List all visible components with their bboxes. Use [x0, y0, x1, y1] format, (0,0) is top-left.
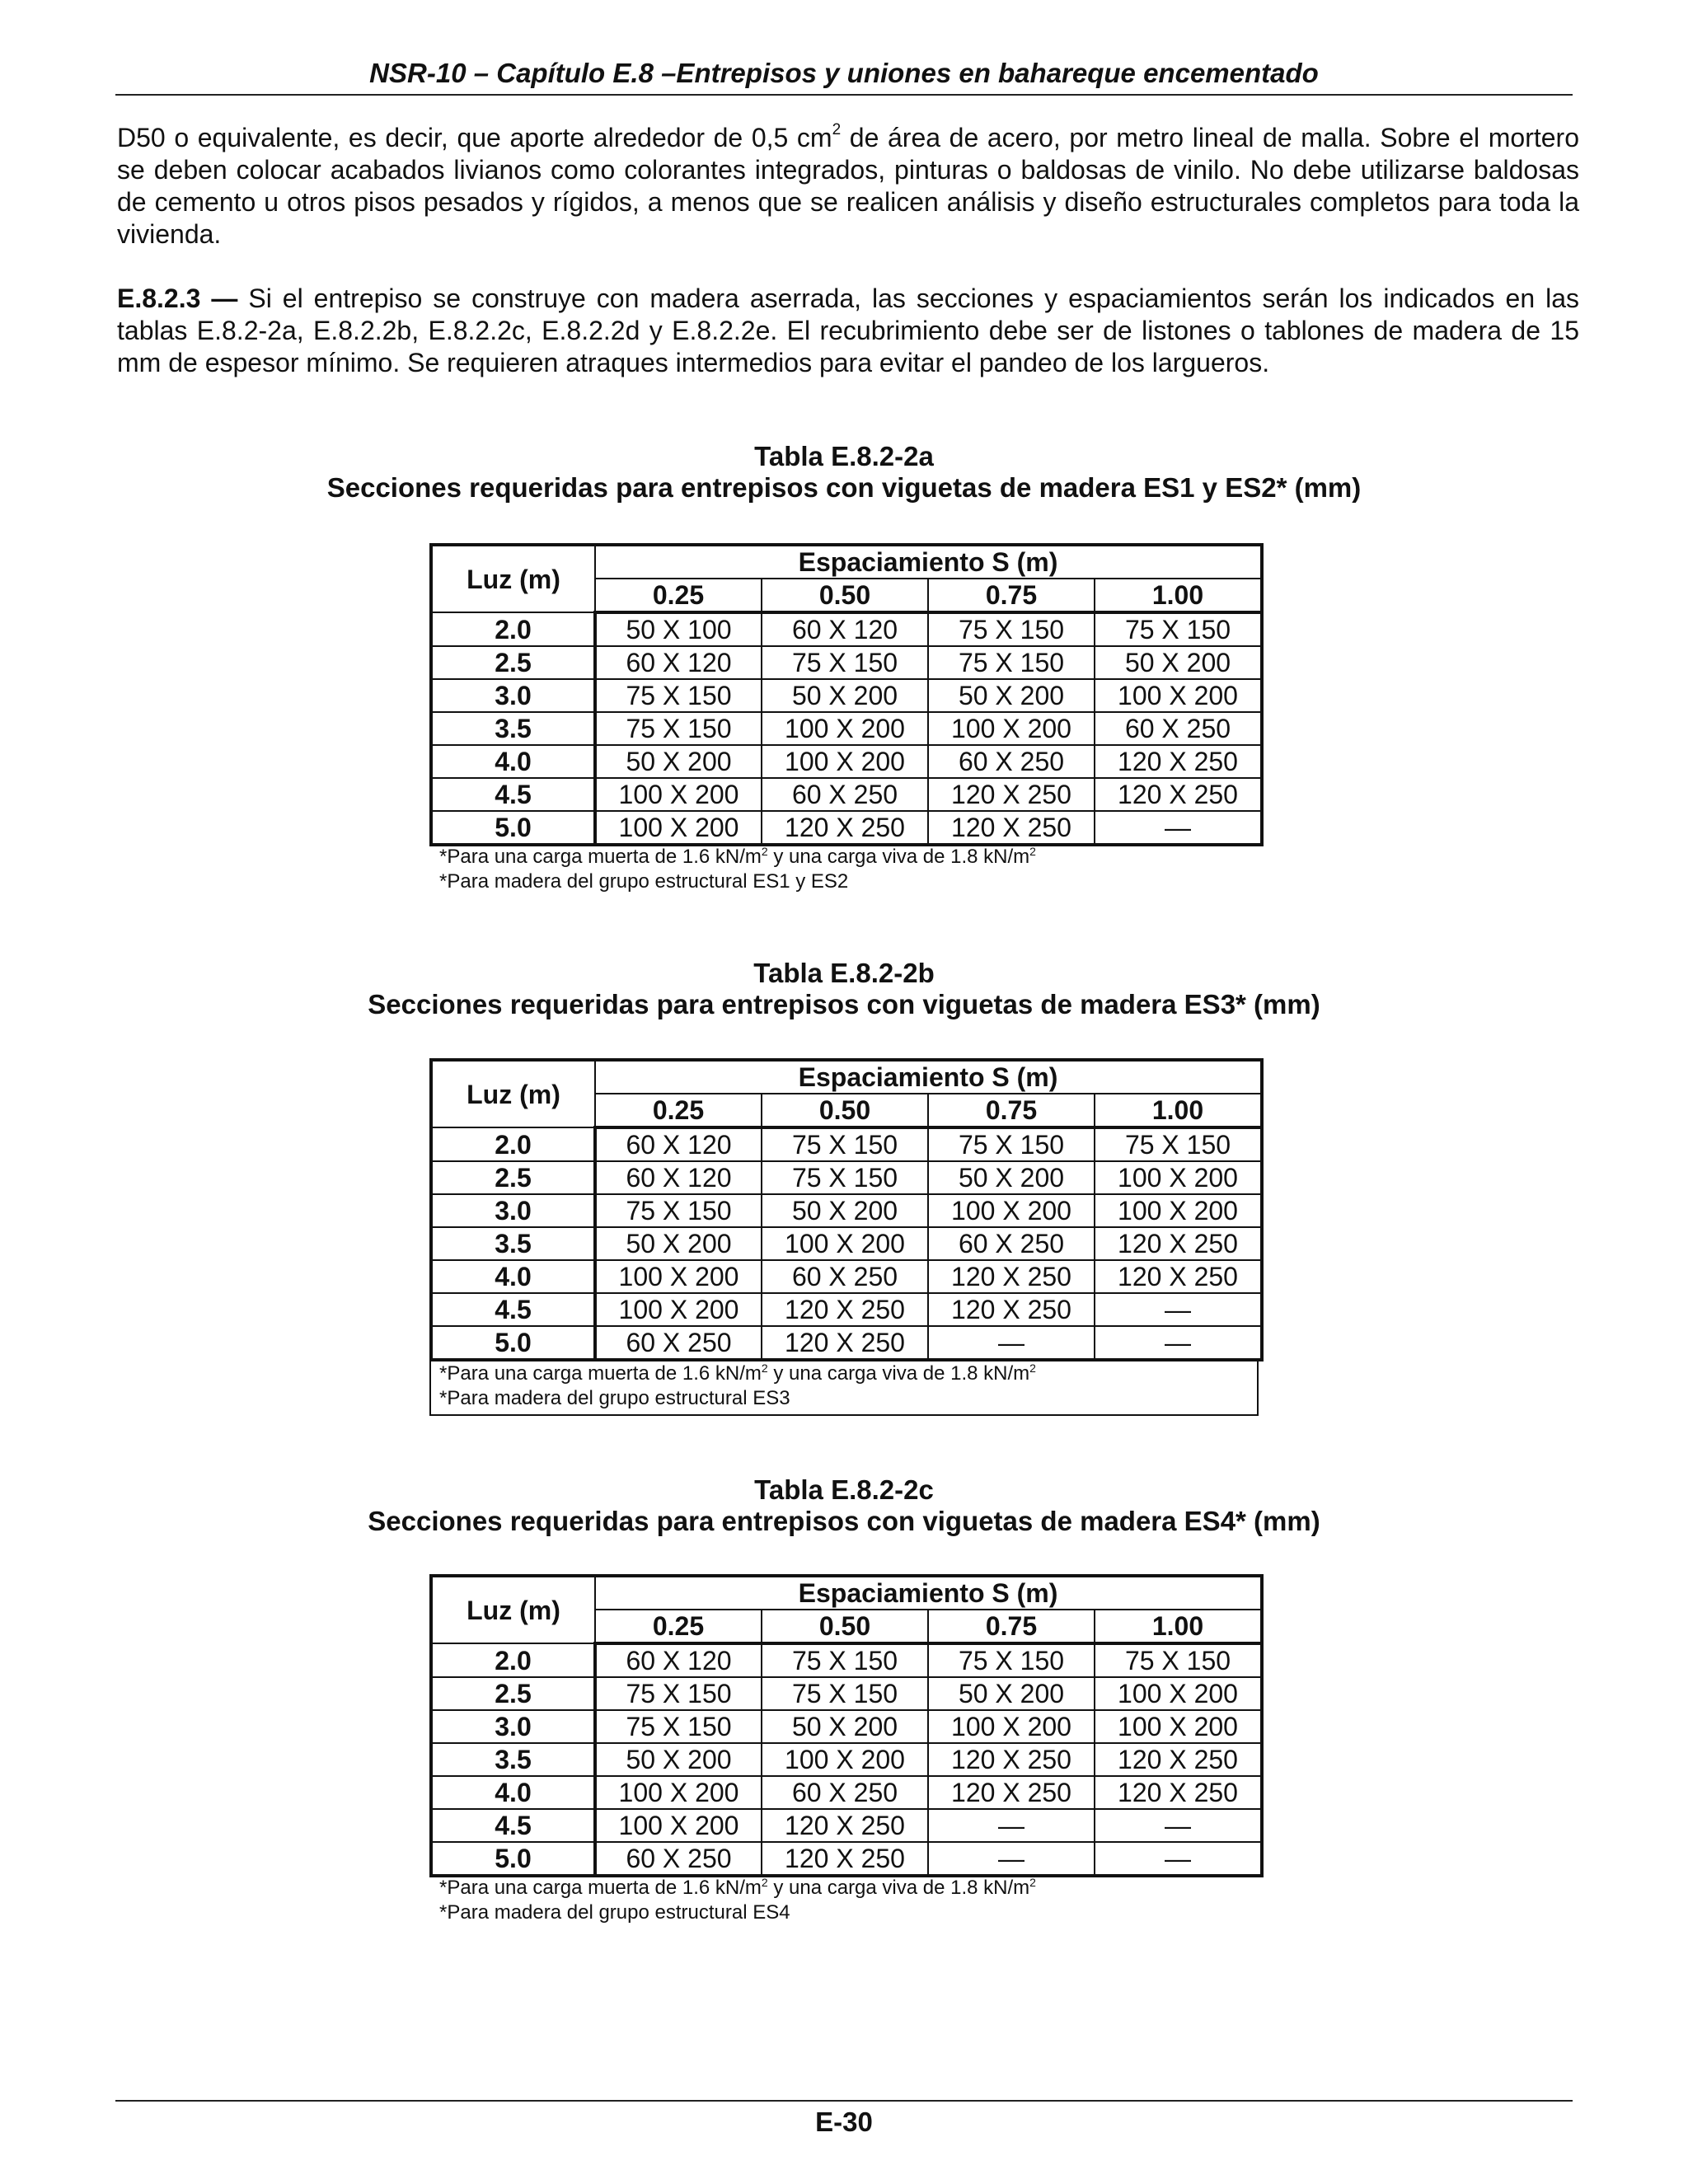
- section-cell: 50 X 200: [928, 679, 1095, 712]
- section-cell: 120 X 250: [1095, 1743, 1262, 1776]
- section-cell: 60 X 250: [928, 1227, 1095, 1260]
- section-cell: 100 X 200: [595, 1293, 762, 1326]
- spacing-value-header: 0.25: [595, 1094, 762, 1127]
- table-c: [429, 1574, 1264, 1877]
- table-b-notes: [439, 1361, 1036, 1411]
- paragraph-1: [117, 122, 1579, 251]
- table-b-title: Secciones requeridas para entrepisos con viguetas de madera ES3* (mm): [368, 989, 1320, 1019]
- load-note: [439, 1361, 1036, 1386]
- note-sup: 2: [1029, 1361, 1036, 1375]
- luz-cell: 3.0: [431, 1710, 595, 1743]
- section-cell: 120 X 250: [762, 1809, 928, 1842]
- table-row: [431, 612, 1262, 646]
- section-cell: 100 X 200: [1095, 1710, 1262, 1743]
- table-b: [429, 1058, 1264, 1361]
- luz-cell: 5.0: [431, 1326, 595, 1360]
- footer-rule: [115, 2100, 1573, 2102]
- section-cell: 75 X 150: [595, 679, 762, 712]
- paragraph-1-sup: 2: [832, 121, 842, 139]
- section-cell: 60 X 250: [762, 778, 928, 811]
- section-cell: 120 X 250: [762, 1326, 928, 1360]
- section-cell: 120 X 250: [928, 1776, 1095, 1809]
- note-sup: 2: [761, 1876, 768, 1889]
- paragraph-1-text-a: D50 o equivalente, es decir, que aporte alrededor de 0,5 cm: [117, 123, 832, 152]
- section-cell: 60 X 120: [595, 1127, 762, 1161]
- table-a: [429, 543, 1264, 846]
- luz-cell: 3.5: [431, 1227, 595, 1260]
- section-cell: 120 X 250: [928, 1293, 1095, 1326]
- section-cell: 50 X 200: [928, 1161, 1095, 1194]
- luz-cell: 5.0: [431, 811, 595, 845]
- table-c-caption: [0, 1474, 1688, 1537]
- table-a-id: Tabla E.8.2-2a: [754, 441, 934, 471]
- spacing-value-header: 1.00: [1095, 1094, 1262, 1127]
- section-cell: 120 X 250: [928, 811, 1095, 845]
- section-cell: 75 X 150: [762, 1643, 928, 1677]
- section-cell: —: [928, 1842, 1095, 1876]
- section-cell: 75 X 150: [928, 646, 1095, 679]
- section-cell: —: [1095, 811, 1262, 845]
- section-cell: —: [928, 1326, 1095, 1360]
- table-row: [431, 712, 1262, 745]
- table-c-title: Secciones requeridas para entrepisos con viguetas de madera ES4* (mm): [368, 1506, 1320, 1536]
- section-cell: 120 X 250: [1095, 1227, 1262, 1260]
- spacing-value-header: 0.25: [595, 579, 762, 612]
- spacing-value-header: 1.00: [1095, 579, 1262, 612]
- section-cell: —: [1095, 1326, 1262, 1360]
- section-cell: 60 X 120: [595, 646, 762, 679]
- note-sup: 2: [1029, 845, 1036, 858]
- section-cell: 120 X 250: [1095, 1260, 1262, 1293]
- section-cell: —: [1095, 1293, 1262, 1326]
- section-cell: 75 X 150: [928, 1643, 1095, 1677]
- section-cell: 60 X 120: [595, 1643, 762, 1677]
- table-row: [431, 679, 1262, 712]
- section-cell: 60 X 250: [595, 1326, 762, 1360]
- section-cell: 100 X 200: [1095, 1161, 1262, 1194]
- table-row: [431, 1161, 1262, 1194]
- load-note: [439, 1876, 1036, 1900]
- luz-cell: 2.0: [431, 1643, 595, 1677]
- section-cell: 100 X 200: [928, 1710, 1095, 1743]
- section-cell: 75 X 150: [762, 646, 928, 679]
- table-row: [431, 1677, 1262, 1710]
- section-cell: 120 X 250: [1095, 745, 1262, 778]
- spacing-value-header: 0.50: [762, 1610, 928, 1643]
- section-cell: 75 X 150: [595, 1194, 762, 1227]
- section-cell: 100 X 200: [595, 1809, 762, 1842]
- group-note: *Para madera del grupo estructural ES4: [439, 1901, 790, 1924]
- section-cell: 120 X 250: [762, 1293, 928, 1326]
- section-cell: 75 X 150: [928, 1127, 1095, 1161]
- section-cell: 100 X 200: [1095, 1677, 1262, 1710]
- section-cell: 120 X 250: [762, 811, 928, 845]
- luz-cell: 2.5: [431, 1677, 595, 1710]
- section-cell: 60 X 250: [928, 745, 1095, 778]
- table-row: [431, 646, 1262, 679]
- section-cell: 75 X 150: [1095, 1127, 1262, 1161]
- section-cell: 120 X 250: [1095, 1776, 1262, 1809]
- section-cell: 100 X 200: [762, 1227, 928, 1260]
- luz-cell: 4.0: [431, 1260, 595, 1293]
- luz-cell: 2.0: [431, 1127, 595, 1161]
- table-c-id: Tabla E.8.2-2c: [754, 1474, 934, 1505]
- section-cell: 100 X 200: [928, 712, 1095, 745]
- section-cell: 100 X 200: [762, 712, 928, 745]
- table-b-caption: [0, 958, 1688, 1020]
- section-cell: 50 X 200: [595, 745, 762, 778]
- table-row: [431, 1260, 1262, 1293]
- page-number: E-30: [815, 2107, 873, 2137]
- table-row: [431, 1710, 1262, 1743]
- section-cell: 75 X 150: [595, 1710, 762, 1743]
- section-cell: —: [928, 1809, 1095, 1842]
- note-sup: 2: [1029, 1876, 1036, 1889]
- luz-header: Luz (m): [431, 1576, 595, 1643]
- section-cell: 50 X 200: [595, 1227, 762, 1260]
- table-row: [431, 1293, 1262, 1326]
- section-cell: 50 X 200: [1095, 646, 1262, 679]
- luz-cell: 2.5: [431, 1161, 595, 1194]
- load-note-dead: *Para una carga muerta de 1.6 kN/m: [439, 1362, 762, 1385]
- note-sup: 2: [761, 1361, 768, 1375]
- spacing-header: Espaciamiento S (m): [595, 1576, 1262, 1610]
- section-cell: 50 X 200: [928, 1677, 1095, 1710]
- section-cell: 50 X 200: [595, 1743, 762, 1776]
- table-row: [431, 1194, 1262, 1227]
- section-cell: 100 X 200: [595, 1260, 762, 1293]
- section-cell: 100 X 200: [1095, 1194, 1262, 1227]
- page-header-title: NSR-10 – Capítulo E.8 –Entrepisos y uniones en bahareque encementado: [369, 58, 1319, 88]
- header-rule: [115, 94, 1573, 96]
- section-cell: 60 X 250: [595, 1842, 762, 1876]
- section-cell: 50 X 100: [595, 612, 762, 646]
- luz-cell: 2.0: [431, 612, 595, 646]
- load-note: [439, 845, 1036, 869]
- section-cell: 75 X 150: [1095, 1643, 1262, 1677]
- table-row: [431, 1643, 1262, 1677]
- section-cell: 120 X 250: [928, 778, 1095, 811]
- paragraph-2: [117, 283, 1579, 379]
- section-cell: 100 X 200: [762, 1743, 928, 1776]
- spacing-header: Espaciamiento S (m): [595, 545, 1262, 579]
- luz-cell: 5.0: [431, 1842, 595, 1876]
- spacing-value-header: 0.25: [595, 1610, 762, 1643]
- section-cell: —: [1095, 1842, 1262, 1876]
- section-cell: 100 X 200: [762, 745, 928, 778]
- table-row: [431, 811, 1262, 845]
- section-cell: 120 X 250: [1095, 778, 1262, 811]
- table-row: [431, 745, 1262, 778]
- load-note-live: y una carga viva de 1.8 kN/m: [767, 846, 1030, 868]
- section-cell: 75 X 150: [595, 712, 762, 745]
- luz-cell: 3.5: [431, 712, 595, 745]
- section-cell: 100 X 200: [595, 1776, 762, 1809]
- paragraph-2-text: Si el entrepiso se construye con madera aserrada, las secciones y espaciamientos serán los indicados en las tablas E.8.2-2a, E.8.2.2b, E.8.2.2c, E.8.2.2d y E.8.2.2e. El recubrimiento debe ser de listones o tablones de madera de 15 mm de espesor mínimo. Se requieren atraques intermedios para evitar el pandeo de los largueros.: [117, 284, 1580, 377]
- luz-cell: 4.0: [431, 1776, 595, 1809]
- table-row: [431, 1227, 1262, 1260]
- section-cell: 100 X 200: [595, 778, 762, 811]
- section-cell: 50 X 200: [762, 679, 928, 712]
- section-cell: 75 X 150: [762, 1677, 928, 1710]
- section-cell: 75 X 150: [595, 1677, 762, 1710]
- paragraph-1-text-b: de área de acero, por metro lineal de malla. Sobre el mortero se deben colocar acabados livianos como colorantes integrados, pinturas o baldosas de vinilo. No debe utilizarse baldosas de cemento u otros pisos pesados y rígidos, a menos que se realicen análisis y diseño estructurales completos para toda la vivienda.: [117, 123, 1580, 249]
- spacing-value-header: 0.50: [762, 1094, 928, 1127]
- section-cell: 60 X 120: [762, 612, 928, 646]
- section-label: E.8.2.3 —: [117, 284, 238, 313]
- spacing-value-header: 0.75: [928, 1094, 1095, 1127]
- luz-cell: 3.0: [431, 679, 595, 712]
- spacing-value-header: 0.75: [928, 579, 1095, 612]
- group-note: *Para madera del grupo estructural ES3: [439, 1387, 790, 1409]
- table-a-notes: [439, 845, 1036, 894]
- section-cell: 50 X 200: [762, 1710, 928, 1743]
- spacing-value-header: 0.75: [928, 1610, 1095, 1643]
- luz-cell: 4.5: [431, 778, 595, 811]
- spacing-header: Espaciamiento S (m): [595, 1060, 1262, 1094]
- table-row: [431, 1743, 1262, 1776]
- section-cell: 50 X 200: [762, 1194, 928, 1227]
- table-row: [431, 1326, 1262, 1360]
- luz-cell: 4.5: [431, 1809, 595, 1842]
- section-cell: 120 X 250: [762, 1842, 928, 1876]
- section-cell: 120 X 250: [928, 1260, 1095, 1293]
- load-note-dead: *Para una carga muerta de 1.6 kN/m: [439, 1877, 762, 1899]
- section-cell: 100 X 200: [595, 811, 762, 845]
- table-a-caption: [0, 441, 1688, 504]
- group-note: *Para madera del grupo estructural ES1 y ES2: [439, 870, 849, 893]
- luz-cell: 2.5: [431, 646, 595, 679]
- table-row: [431, 1809, 1262, 1842]
- section-cell: 60 X 250: [762, 1776, 928, 1809]
- section-cell: 75 X 150: [762, 1127, 928, 1161]
- load-note-dead: *Para una carga muerta de 1.6 kN/m: [439, 846, 762, 868]
- table-row: [431, 1776, 1262, 1809]
- luz-header: Luz (m): [431, 1060, 595, 1127]
- table-row: [431, 1842, 1262, 1876]
- section-cell: 75 X 150: [928, 612, 1095, 646]
- luz-header: Luz (m): [431, 545, 595, 612]
- spacing-value-header: 1.00: [1095, 1610, 1262, 1643]
- section-cell: 60 X 120: [595, 1161, 762, 1194]
- section-cell: 60 X 250: [762, 1260, 928, 1293]
- load-note-live: y una carga viva de 1.8 kN/m: [767, 1362, 1030, 1385]
- luz-cell: 3.0: [431, 1194, 595, 1227]
- luz-cell: 3.5: [431, 1743, 595, 1776]
- table-b-id: Tabla E.8.2-2b: [753, 958, 935, 988]
- table-row: [431, 778, 1262, 811]
- section-cell: 120 X 250: [928, 1743, 1095, 1776]
- luz-cell: 4.5: [431, 1293, 595, 1326]
- section-cell: 100 X 200: [928, 1194, 1095, 1227]
- section-cell: 100 X 200: [1095, 679, 1262, 712]
- section-cell: 75 X 150: [1095, 612, 1262, 646]
- section-cell: —: [1095, 1809, 1262, 1842]
- table-a-title: Secciones requeridas para entrepisos con viguetas de madera ES1 y ES2* (mm): [326, 472, 1362, 503]
- section-cell: 60 X 250: [1095, 712, 1262, 745]
- table-c-notes: [439, 1876, 1036, 1925]
- note-sup: 2: [761, 845, 768, 858]
- section-cell: 75 X 150: [762, 1161, 928, 1194]
- table-row: [431, 1127, 1262, 1161]
- spacing-value-header: 0.50: [762, 579, 928, 612]
- luz-cell: 4.0: [431, 745, 595, 778]
- load-note-live: y una carga viva de 1.8 kN/m: [767, 1877, 1030, 1899]
